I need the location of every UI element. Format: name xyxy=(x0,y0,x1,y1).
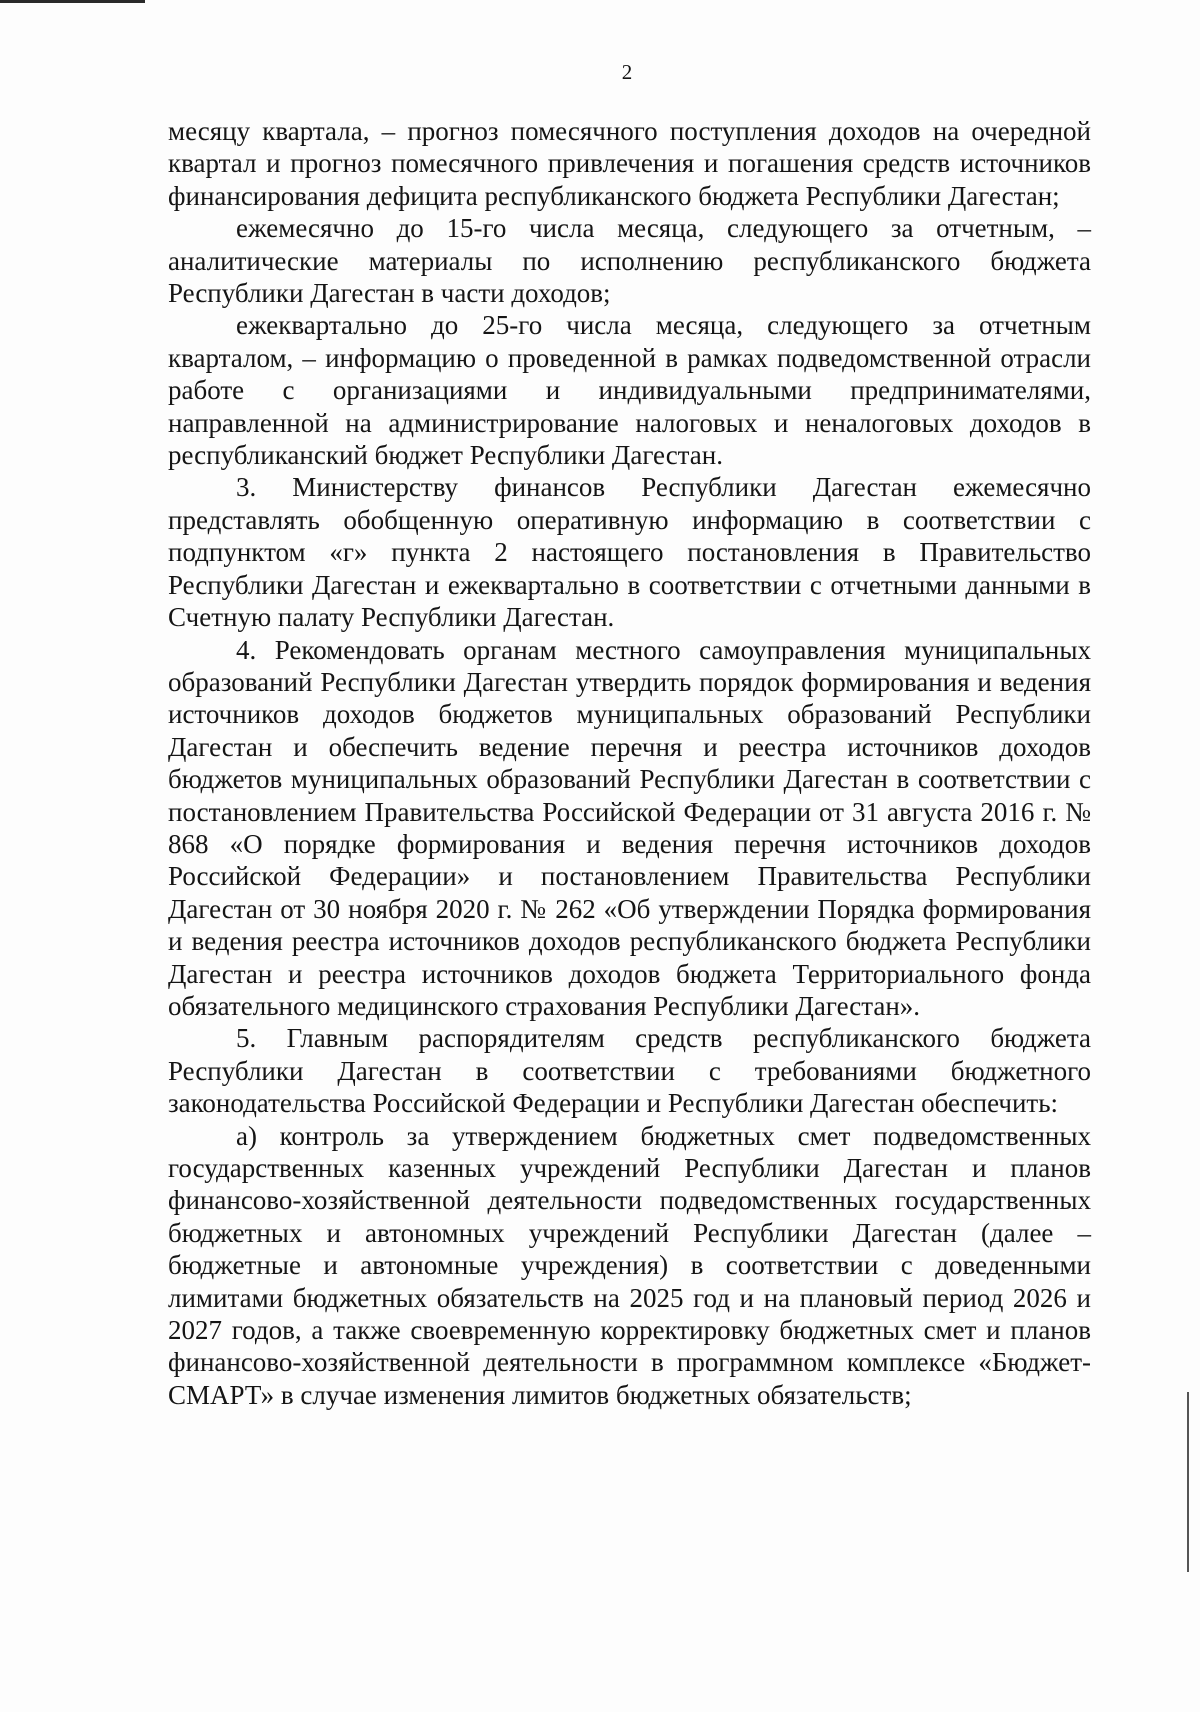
scan-edge-mark xyxy=(0,0,145,3)
document-body xyxy=(168,115,1091,1411)
page-number: 2 xyxy=(621,60,633,84)
paragraph-4: 3. Министерству финансов Республики Дагестан ежемесячно представлять обобщенную оперативную информацию в соответствии с подпунктом «г» пункта 2 настоящего постановления в Правительство Республики Дагестан и ежеквартально в соответствии с отчетными данными в Счетную палату Республики Дагестан. xyxy=(168,472,1091,633)
paragraph-7: а) контроль за утверждением бюджетных смет подведомственных государственных казенных учреждений Республики Дагестан и планов финансово-хозяйственной деятельности подведомственных государственных бюджетных и автономных учреждений Республики Дагестан (далее – бюджетные и автономные учреждения) в соответствии с доведенными лимитами бюджетных обязательств на 2025 год и на плановый период 2026 и 2027 годов, а также своевременную корректировку бюджетных смет и планов финансово-хозяйственной деятельности в программном комплексе «Бюджет-СМАРТ» в случае изменения лимитов бюджетных обязательств; xyxy=(168,1120,1091,1410)
paragraph-5: 4. Рекомендовать органам местного самоуправления муниципальных образований Республики Дагестан утвердить порядок формирования и ведения источников доходов бюджетов муниципальных образований Республики Дагестан и обеспечить ведение перечня и реестра источников доходов бюджетов муниципальных образований Республики Дагестан в соответствии с постановлением Правительства Российской Федерации от 31 августа 2016 г. № 868 «О порядке формирования и ведения перечня источников доходов Российской Федерации» и постановлением Правительства Республики Дагестан от 30 ноября 2020 г. № 262 «Об утверждении Порядка формирования и ведения реестра источников доходов республиканского бюджета Республики Дагестан и реестра источников доходов бюджета Территориального фонда обязательного медицинского страхования Республики Дагестан». xyxy=(168,634,1091,1021)
paragraph-2: ежемесячно до 15-го числа месяца, следующего за отчетным, – аналитические материалы по исполнению республиканского бюджета Республики Дагестан в части доходов; xyxy=(168,213,1091,309)
paragraph-1: месяцу квартала, – прогноз помесячного поступления доходов на очередной квартал и прогноз помесячного привлечения и погашения средств источников финансирования дефицита республиканского бюджета Республики Дагестан; xyxy=(168,116,1091,211)
scan-margin-mark xyxy=(1187,1392,1189,1572)
paragraph-3: ежеквартально до 25-го числа месяца, следующего за отчетным кварталом, – информацию о проведенной в рамках подведомственной отрасли работе с организациями и индивидуальными предпринимателями, направленной на администрирование налоговых и неналоговых доходов в республиканский бюджет Республики Дагестан. xyxy=(168,310,1091,471)
paragraph-6: 5. Главным распорядителям средств республиканского бюджета Республики Дагестан в соответствии с требованиями бюджетного законодательства Российской Федерации и Республики Дагестан обеспечить: xyxy=(168,1023,1091,1119)
